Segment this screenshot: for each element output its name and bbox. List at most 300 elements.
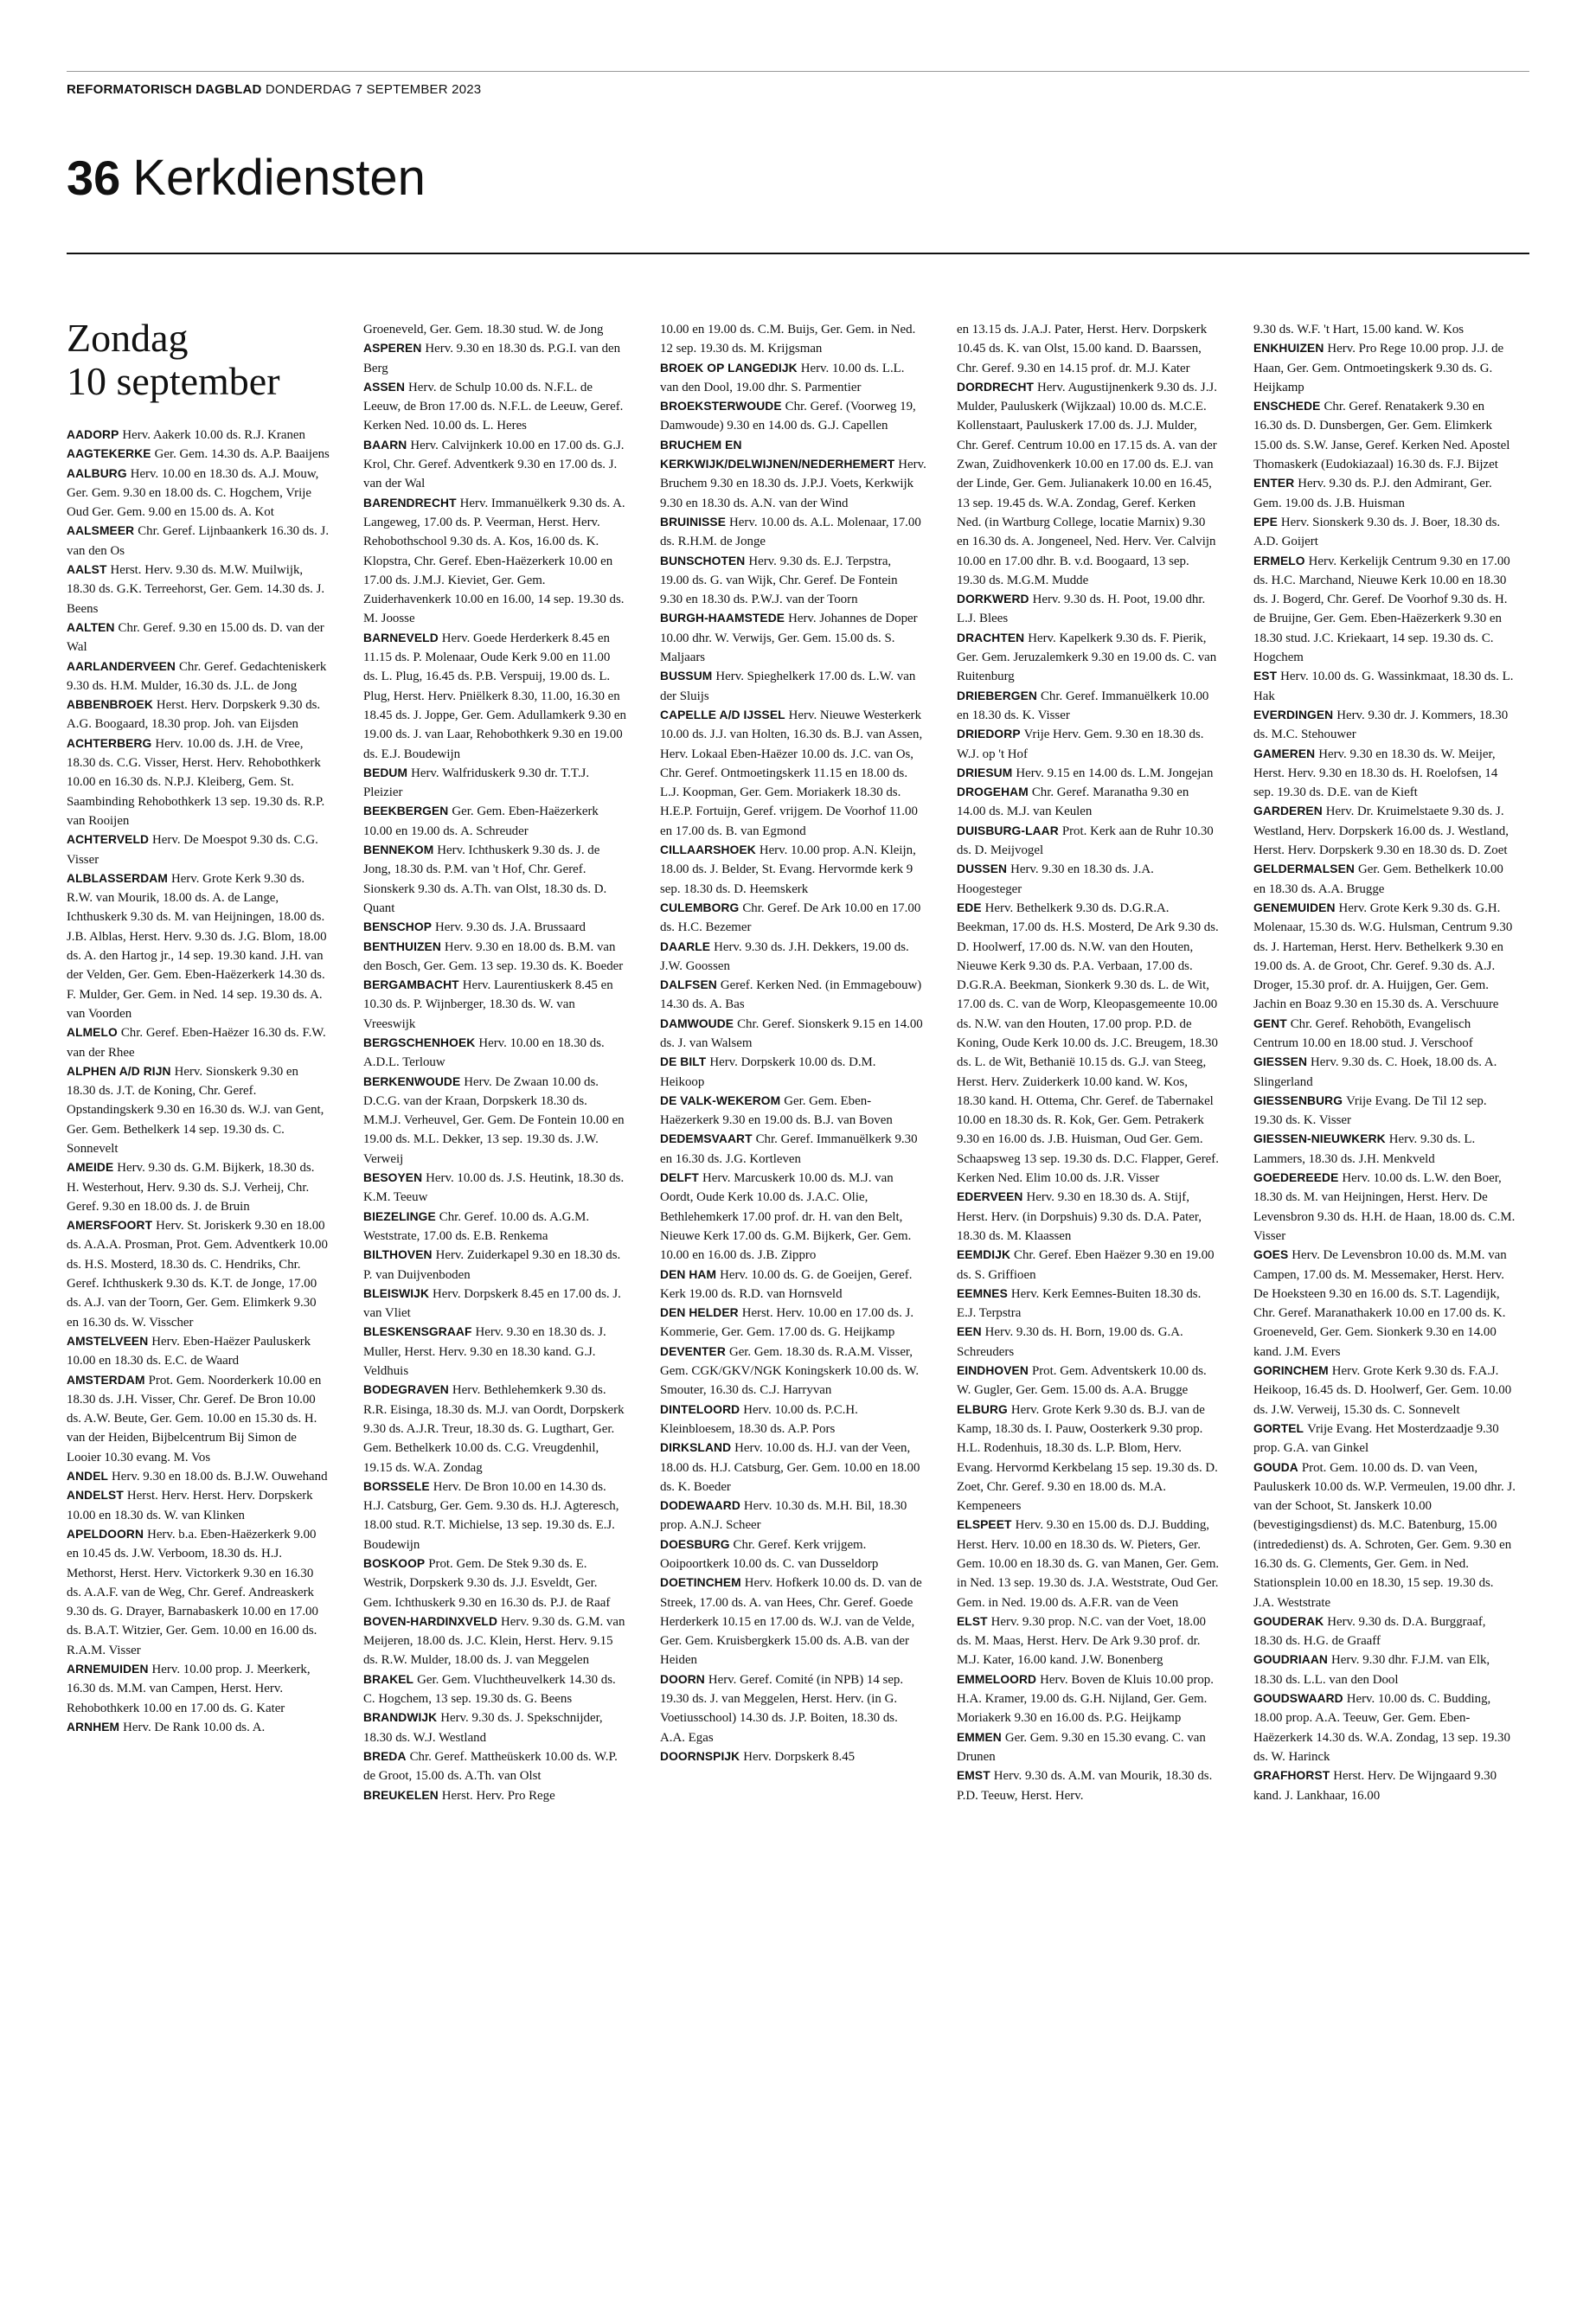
- service-details: Herv. Spieghelkerk 17.00 ds. L.W. van der Sluijs: [660, 670, 916, 703]
- town-name: BUNSCHOTEN: [660, 554, 746, 567]
- listing-entry: [660, 1304, 923, 1343]
- listing-entry: [363, 1323, 626, 1381]
- service-details: Chr. Geref. Renatakerk 9.30 en 16.30 ds. D. Dunsbergen, Ger. Gem. Elimkerk 15.00 ds. S.W. Janse, Geref. Kerken Ned. Apostel Thomaskerk (Eudokiazaal) 16.30 ds. F.J. Bijzet: [1253, 400, 1510, 472]
- town-name: GAMEREN: [1253, 747, 1316, 760]
- service-details: Herv. 9.15 en 14.00 ds. L.M. Jongejan: [1016, 766, 1214, 780]
- town-name: EPE: [1253, 515, 1278, 529]
- service-details: Herv. Geref. Comité (in NPB) 14 sep. 19.30 ds. J. van Meggelen, Herst. Herv. (in G. Voetiusschool) 14.30 ds. J.P. Boiten, 18.30 ds. A.A. Egas: [660, 1672, 904, 1745]
- service-details: Herv. b.a. Eben-Haëzerkerk 9.00 en 10.45 ds. J.W. Verboom, 18.30 ds. H.J. Methorst, Herst. Herv. Victorkerk 9.30 en 16.30 ds. A.A.F. van de Weg, Chr. Geref. Andreaskerk 9.30 ds. G. Drayer, Barnabaskerk 10.00 en 17.00 ds. B.A.T. Witzier, Ger. Gem. 10.00 en 16.00 ds. R.A.M. Visser: [67, 1527, 318, 1657]
- listing-entry: [363, 1786, 626, 1805]
- town-name: BEEKBERGEN: [363, 804, 449, 818]
- town-name: BENNEKOM: [363, 843, 434, 857]
- service-details: Herv. Kapelkerk 9.30 ds. F. Pierik, Ger. Gem. Jeruzalemkerk 9.30 en 19.00 ds. C. van Ruitenburg: [957, 631, 1217, 684]
- town-name: BARENDRECHT: [363, 496, 457, 510]
- listing-entry: [67, 1467, 330, 1486]
- town-name: AAGTEKERKE: [67, 447, 151, 461]
- listing-entry: [1253, 513, 1516, 552]
- listing-entry: [67, 869, 330, 1023]
- town-name: ALBLASSERDAM: [67, 871, 168, 885]
- town-name: DUSSEN: [957, 862, 1008, 876]
- service-details: Herv. 9.30 ds. H. Born, 19.00 ds. G.A. Schreuders: [957, 1325, 1183, 1359]
- listing-entry: [1253, 1130, 1516, 1169]
- town-name: BILTHOVEN: [363, 1248, 433, 1262]
- service-details: 10.00 en 19.00 ds. C.M. Buijs, Ger. Gem. in Ned. 12 sep. 19.30 ds. M. Krijgsman: [660, 323, 916, 356]
- listing-entry: [660, 667, 923, 706]
- town-name: DOETINCHEM: [660, 1576, 741, 1590]
- service-details: Herst. Herv. De Wijngaard 9.30 kand. J. Lankhaar, 16.00: [1253, 1769, 1497, 1803]
- service-details: Herv. 10.00 ds. H.J. van der Veen, 18.00 ds. H.J. Catsburg, Ger. Gem. 10.00 en 18.00 ds. K. Boeder: [660, 1441, 920, 1494]
- listing-entry: [660, 1343, 923, 1400]
- service-details: Herv. Pro Rege 10.00 prop. J.J. de Haan, Ger. Gem. Ontmoetingskerk 9.30 ds. G. Heijkamp: [1253, 342, 1504, 394]
- service-details: Chr. Geref. Immanuëlkerk 10.00 en 18.30 ds. K. Visser: [957, 689, 1209, 722]
- town-name: BRAKEL: [363, 1672, 414, 1686]
- service-details: Chr. Geref. 9.30 en 15.00 ds. D. van der Wal: [67, 620, 324, 655]
- listing-entry: [67, 1718, 330, 1737]
- service-details: Herv. Grote Kerk 9.30 ds. B.J. van de Kamp, 18.30 ds. I. Pauw, Oosterkerk 9.30 prop. H.L. Rodenhuis, 18.30 ds. L.P. Blom, Herv. Evang. Hervormd Kerkbelang 15 sep. 19.30 ds. D. Zoet, Chr. Geref. 9.30 en 18.00 ds. M.A. Kempeneers: [957, 1402, 1218, 1514]
- town-name: AALTEN: [67, 620, 115, 634]
- column-5: [1253, 320, 1516, 2284]
- listing-entry: [660, 1670, 923, 1747]
- listing-entry: [363, 1612, 626, 1670]
- listing-entry: [363, 1034, 626, 1073]
- listing-entry: [1253, 397, 1516, 474]
- town-name: BERGAMBACHT: [363, 978, 459, 992]
- listing-entry: [660, 899, 923, 938]
- town-name: BREDA: [363, 1749, 407, 1763]
- listing-entry: [67, 1332, 330, 1371]
- listing-entry: [67, 1525, 330, 1660]
- service-details: Chr. Geref. 10.00 ds. A.G.M. Weststrate, 17.00 ds. E.B. Renkema: [363, 1209, 590, 1243]
- column-2: [363, 320, 626, 2284]
- town-name: AALSMEER: [67, 524, 135, 538]
- service-details: Chr. Geref. Eben Haëzer 9.30 en 19.00 ds. S. Griffioen: [957, 1248, 1215, 1282]
- listing-entry: [957, 899, 1220, 1188]
- service-details: Herv. Bruchem 9.30 en 18.30 ds. J.P.J. Voets, Kerkwijk 9.30 en 18.30 ds. A.N. van der Wind: [660, 458, 926, 510]
- top-rule: [67, 71, 1529, 72]
- service-details: Herv. Sionskerk 9.30 ds. J. Boer, 18.30 ds. A.D. Goijert: [1253, 515, 1501, 549]
- listing-entry: [363, 436, 626, 494]
- listing-entry: [67, 561, 330, 619]
- service-details: Herv. Boven de Kluis 10.00 prop. H.A. Kramer, 19.00 ds. G.H. Nijland, Ger. Gem. Moriakerk 9.30 en 16.00 ds. P.G. Heijkamp: [957, 1672, 1214, 1726]
- listing-entry: [363, 320, 626, 339]
- listing-entry: [363, 1381, 626, 1477]
- town-name: AALST: [67, 563, 107, 577]
- town-name: BRUCHEM EN KERKWIJK/DELWIJNEN/NEDERHEMERT: [660, 438, 895, 471]
- town-name: EMMELOORD: [957, 1672, 1037, 1686]
- listing-entry: [957, 1362, 1220, 1400]
- listing-entry: [660, 841, 923, 899]
- town-name: ELSPEET: [957, 1518, 1012, 1532]
- service-details: Herv. 9.30 ds. J. Spekschnijder, 18.30 ds. W.J. Westland: [363, 1711, 603, 1745]
- service-details: Chr. Geref. Immanuëlkerk 9.30 en 16.30 ds. J.G. Kortleven: [660, 1132, 918, 1166]
- service-details: Herv. 9.30 dr. J. Kommers, 18.30 ds. M.C. Stehouwer: [1253, 708, 1509, 742]
- town-name: ANDELST: [67, 1489, 124, 1503]
- listing-entry: [1253, 1689, 1516, 1766]
- town-name: APELDOORN: [67, 1527, 144, 1541]
- town-name: ENTER: [1253, 477, 1295, 490]
- town-name: AMSTELVEEN: [67, 1334, 149, 1348]
- day-title: [67, 317, 330, 403]
- town-name: ALMELO: [67, 1026, 118, 1040]
- town-name: DUISBURG-LAAR: [957, 824, 1059, 837]
- town-name: GOUDRIAAN: [1253, 1653, 1328, 1667]
- town-name: DROGEHAM: [957, 785, 1029, 799]
- listing-entry: [660, 1266, 923, 1304]
- service-details: Herv. 10.00 ds. J.S. Heutink, 18.30 ds. K.M. Teeuw: [363, 1171, 625, 1205]
- service-details: Chr. Geref. Maranatha 9.30 en 14.00 ds. M.J. van Keulen: [957, 785, 1189, 819]
- town-name: ASSEN: [363, 380, 406, 394]
- listing-entry: [363, 1208, 626, 1247]
- listing-entry: [363, 802, 626, 841]
- listing-entry: [660, 320, 923, 359]
- service-details: Herv. 9.30 ds. J.A. Brussaard: [435, 920, 586, 935]
- town-name: GIESSENBURG: [1253, 1093, 1343, 1107]
- service-details: Herv. Sionskerk 9.30 en 18.30 ds. J.T. de Koning, Chr. Geref. Opstandingskerk 9.30 en 16.30 ds. W.J. van Gent, Ger. Gem. Bethelkerk 14 sep. 19.30 ds. C. Sonnevelt: [67, 1064, 324, 1156]
- town-name: DAARLE: [660, 939, 711, 953]
- service-details: Herv. 9.30 en 18.30 ds. P.G.I. van den Berg: [363, 342, 621, 375]
- listing-entry: [660, 976, 923, 1015]
- service-details: Herv. 9.30 en 18.30 ds. J.A. Hoogesteger: [957, 862, 1154, 896]
- service-details: Herv. Grote Kerk 9.30 ds. R.W. van Mourik, 18.00 ds. A. de Lange, Ichthuskerk 9.30 ds. M. van Heijningen, 18.00 ds. J.B. Alblas, Herst. Herv. 9.30 ds. J.G. Blom, 18.00 ds. A. den Hartog jr., 14 sep. 19.30 kand. J.H. van der Velden, Ger. Gem. Eben-Haëzerkerk 14.30 ds. F. Mulder, Ger. Gem. in Ned. 14 sep. 19.30 ds. A. van Voorden: [67, 871, 327, 1021]
- service-details: Herv. 9.30 ds. H. Poot, 19.00 dhr. L.J. Blees: [957, 593, 1206, 626]
- service-details: Vrije Evang. Het Mosterdzaadje 9.30 prop. G.A. van Ginkel: [1253, 1421, 1499, 1456]
- listing-entry: [67, 830, 330, 869]
- service-details: Herv. de Schulp 10.00 ds. N.F.L. de Leeuw, de Bron 17.00 ds. N.F.L. de Leeuw, Geref. Kerken Ned. 10.00 ds. L. Heres: [363, 380, 624, 433]
- listing-entry: [363, 1073, 626, 1169]
- town-name: DIRKSLAND: [660, 1441, 732, 1455]
- listing-entry: [363, 1554, 626, 1612]
- town-name: EEN: [957, 1325, 982, 1339]
- town-name: DODEWAARD: [660, 1499, 740, 1513]
- listing-entry: [67, 1216, 330, 1332]
- service-details: Vrije Evang. De Til 12 sep. 19.30 ds. K. Visser: [1253, 1093, 1487, 1128]
- town-name: ASPEREN: [363, 342, 422, 356]
- town-name: DEN HELDER: [660, 1306, 739, 1320]
- listing-entry: [957, 687, 1220, 726]
- service-details: Chr. Geref. Gedachteniskerk 9.30 ds. H.M. Mulder, 16.30 ds. J.L. de Jong: [67, 659, 327, 693]
- listing-entry: [363, 494, 626, 629]
- service-details: Herv. Johannes de Doper 10.00 dhr. W. Verwijs, Ger. Gem. 15.00 ds. S. Maljaars: [660, 612, 918, 665]
- page-number: 36: [67, 151, 121, 205]
- listing-entry: [363, 1285, 626, 1324]
- town-name: BRANDWIJK: [363, 1711, 438, 1725]
- listing-entry: [957, 1670, 1220, 1728]
- town-name: ALPHEN A/D RIJN: [67, 1064, 171, 1078]
- listing-entry: [363, 378, 626, 436]
- town-name: AARLANDERVEEN: [67, 659, 176, 673]
- heading-rule: [67, 253, 1529, 254]
- service-details: Herv. 9.30 ds. L. Lammers, 18.30 ds. J.H. Menkveld: [1253, 1132, 1476, 1166]
- service-details: Prot. Gem. Adventskerk 10.00 ds. W. Gugler, Ger. Gem. 15.00 ds. A.A. Brugge: [957, 1364, 1207, 1398]
- town-name: ERMELO: [1253, 554, 1305, 567]
- masthead: [67, 82, 481, 97]
- service-details: Herv. Nieuwe Westerkerk 10.00 ds. J.J. van Holten, 16.30 ds. B.J. van Assen, Herv. Lokaal Eben-Haëzer 10.00 ds. J.C. van Os, Chr. Geref. Ontmoetingskerk 11.15 en 18.00 ds. L.J. Koopman, Ger. Gem. Moriakerk 18.30 ds. H.E.P. Fortuijn, Geref. vrijgem. De Voorhof 11.00 en 17.00 ds. B. van Egmond: [660, 708, 923, 838]
- listing-entry: [363, 841, 626, 918]
- listing-entry: [1253, 552, 1516, 668]
- service-details: Herv. 9.30 en 18.00 ds. B.J.W. Ouwehand: [112, 1470, 328, 1484]
- service-details: Herv. 10.00 ds. P.C.H. Kleinbloesem, 18.30 ds. A.P. Pors: [660, 1402, 858, 1436]
- service-details: Herst. Herv. Dorpskerk 9.30 ds. A.G. Boogaard, 18.30 prop. Joh. van Eijsden: [67, 698, 321, 732]
- service-details: Herv. 10.00 ds. A.L. Molenaar, 17.00 ds. R.H.M. de Jonge: [660, 515, 921, 549]
- service-details: Herv. 9.30 en 18.30 ds. A. Stijf, Herst. Herv. (in Dorpshuis) 9.30 ds. D.A. Pater, 18.30 ds. M. Klaassen: [957, 1190, 1202, 1243]
- column-1: [67, 316, 330, 2284]
- service-details: Herv. 10.00 ds. C. Budding, 18.00 prop. A.A. Teeuw, Ger. Gem. Eben-Haëzerkerk 14.30 ds. W.A. Zondag, 13 sep. 19.30 ds. W. Harinck: [1253, 1692, 1510, 1764]
- listing-entry: [363, 1169, 626, 1208]
- listing-entry: [957, 822, 1220, 861]
- service-details: Ger. Gem. Eben-Haëzerkerk 10.00 en 19.00 ds. A. Schreuder: [363, 804, 599, 838]
- section-title: Kerkdiensten: [132, 150, 426, 206]
- service-details: en 13.15 ds. J.A.J. Pater, Herst. Herv. Dorpskerk 10.45 ds. K. van Olst, 15.00 kand. D. Baarssen, Chr. Geref. 9.30 en 14.15 prof. dr. M.J. Kater: [957, 323, 1208, 375]
- town-name: BURGH-HAAMSTEDE: [660, 612, 785, 625]
- service-details: Herv. 10.00 prop. J. Meerkerk, 16.30 ds. M.M. van Campen, Herst. Herv. Rehobothkerk 10.00 en 17.00 ds. G. Kater: [67, 1663, 311, 1715]
- town-name: GORTEL: [1253, 1421, 1304, 1435]
- service-details: Herv. St. Joriskerk 9.30 en 18.00 ds. A.A.A. Prosman, Prot. Gem. Adventkerk 10.00 ds. H.S. Mosterd, 18.30 ds. C. Hendriks, Chr. Geref. Ichthuskerk 9.30 ds. K.T. de Jonge, 17.00 ds. A.J. van der Toorn, Ger. Gem. Elimkerk 9.30 en 16.30 ds. W. Visscher: [67, 1219, 328, 1330]
- service-details: Herv. 9.30 ds. D.A. Burggraaf, 18.30 ds. H.G. de Graaff: [1253, 1614, 1486, 1649]
- listing-entry: [957, 378, 1220, 590]
- listing-entry: [363, 339, 626, 378]
- listing-entry: [957, 1728, 1220, 1767]
- town-name: BEDUM: [363, 766, 408, 779]
- service-details: Herv. Laurentiuskerk 8.45 en 10.30 ds. P. Wijnberger, 18.30 ds. W. van Vreeswijk: [363, 978, 613, 1031]
- listing-entry: [660, 1535, 923, 1574]
- issue-date: DONDERDAG 7 SEPTEMBER 2023: [265, 82, 482, 97]
- listing-entry: [67, 1371, 330, 1467]
- service-details: Herv. 9.30 dhr. F.J.M. van Elk, 18.30 ds. L.L. van den Dool: [1253, 1653, 1490, 1687]
- town-name: BARNEVELD: [363, 631, 439, 644]
- town-name: DE BILT: [660, 1055, 707, 1069]
- service-details: Vrije Herv. Gem. 9.30 en 18.30 ds. W.J. op 't Hof: [957, 727, 1204, 761]
- town-name: AMERSFOORT: [67, 1219, 153, 1233]
- town-name: EST: [1253, 670, 1278, 683]
- listing-entry: [660, 1015, 923, 1054]
- town-name: ANDEL: [67, 1470, 109, 1484]
- listing-entry: [1253, 474, 1516, 513]
- listing-entry: [957, 1188, 1220, 1246]
- town-name: BORSSELE: [363, 1479, 430, 1493]
- listing-entry: [67, 465, 330, 522]
- town-name: CAPELLE A/D IJSSEL: [660, 708, 785, 721]
- service-details: Herv. Eben-Haëzer Pauluskerk 10.00 en 18.30 ds. E.C. de Waard: [67, 1334, 311, 1368]
- town-name: ELBURG: [957, 1402, 1008, 1416]
- listing-entry: [660, 1574, 923, 1670]
- service-details: Groeneveld, Ger. Gem. 18.30 stud. W. de Jong: [363, 323, 604, 336]
- town-name: DOORN: [660, 1672, 705, 1686]
- listing-entry: [957, 725, 1220, 764]
- town-name: BUSSUM: [660, 670, 713, 683]
- town-name: BERKENWOUDE: [363, 1074, 461, 1088]
- listing-entry: [1253, 1766, 1516, 1805]
- town-name: DORKWERD: [957, 593, 1029, 606]
- service-details: Herv. De Levensbron 10.00 ds. M.M. van Campen, 17.00 ds. M. Messemaker, Herst. Herv. De Hoeksteen 9.30 en 16.00 ds. S.T. Lagendijk, Chr. Geref. Maranathakerk 10.00 en 17.00 ds. K. Groeneveld, Ger. Gem. Sionkerk 9.30 en 14.00 kand. J.M. Evers: [1253, 1248, 1507, 1359]
- service-details: Herv. 9.30 ds. C. Hoek, 18.00 ds. A. Slingerland: [1253, 1055, 1497, 1089]
- service-details: Prot. Kerk aan de Ruhr 10.30 ds. D. Meijvogel: [957, 824, 1214, 858]
- service-details: Herv. 9.30 ds. G.M. van Meijeren, 18.00 ds. J.C. Klein, Herst. Herv. 9.15 ds. R.W. Mulder, 18.00 ds. J. van Meggelen: [363, 1614, 625, 1668]
- service-details: Herv. 10.00 ds. G. Wassinkmaat, 18.30 ds. L. Hak: [1253, 670, 1514, 703]
- town-name: ARNHEM: [67, 1720, 120, 1734]
- listing-entry: [67, 734, 330, 830]
- town-name: AMEIDE: [67, 1161, 114, 1175]
- listing-entry: [67, 426, 330, 445]
- listing-entry: [957, 1400, 1220, 1516]
- service-details: Chr. Geref. Kerk vrijgem. Ooipoortkerk 10.00 ds. C. van Dusseldorp: [660, 1537, 879, 1571]
- service-details: Herv. 9.30 ds. A.M. van Mourik, 18.30 ds. P.D. Teeuw, Herst. Herv.: [957, 1769, 1213, 1803]
- town-name: ARNEMUIDEN: [67, 1663, 149, 1676]
- service-details: Herv. De Rank 10.00 ds. A.: [123, 1720, 266, 1734]
- listing-entry: [660, 359, 923, 398]
- service-details: Chr. Geref. Mattheüskerk 10.00 ds. W.P. de Groot, 15.00 ds. A.Th. van Olst: [363, 1749, 618, 1784]
- service-details: Herv. Dorpskerk 8.45: [743, 1749, 856, 1764]
- town-name: DAMWOUDE: [660, 1016, 734, 1030]
- town-name: BESOYEN: [363, 1171, 423, 1185]
- paper-name: REFORMATORISCH DAGBLAD: [67, 82, 262, 97]
- town-name: GENT: [1253, 1016, 1287, 1030]
- listing-entry: [660, 1439, 923, 1497]
- listing-entry: [660, 1169, 923, 1265]
- town-name: ENSCHEDE: [1253, 400, 1321, 413]
- listing-entry: [1253, 1458, 1516, 1612]
- listing-entry: [660, 609, 923, 667]
- service-details: Herv. 9.30 ds. G.M. Bijkerk, 18.30 ds. H. Westerhout, Herv. 9.30 ds. S.J. Verheij, Chr. Geref. 9.30 en 18.00 ds. J. de Bruin: [67, 1161, 315, 1214]
- listing-entry: [1253, 899, 1516, 1015]
- listing-entry: [660, 552, 923, 610]
- service-details: Chr. Geref. De Ark 10.00 en 17.00 ds. H.C. Bezemer: [660, 901, 921, 935]
- listing-entry: [1253, 320, 1516, 339]
- listing-entry: [1253, 1650, 1516, 1689]
- service-details: Herv. Ichthuskerk 9.30 ds. J. de Jong, 18.30 ds. P.M. van 't Hof, Chr. Geref. Sionskerk 9.30 ds. A.Th. van Olst, 18.30 ds. D. Quant: [363, 843, 607, 915]
- listing-entry: [67, 695, 330, 734]
- town-name: GELDERMALSEN: [1253, 862, 1355, 876]
- service-details: Herv. De Zwaan 10.00 ds. D.C.G. van der Kraan, Dorpskerk 18.30 ds. M.M.J. Verheuvel, Ger. Gem. De Fontein 10.00 en 19.00 ds. M.L. Dekker, 13 sep. 19.30 ds. J.W. Verweij: [363, 1074, 625, 1166]
- service-details: Herv. 10.30 ds. M.H. Bil, 18.30 prop. A.N.J. Scheer: [660, 1499, 907, 1533]
- listing-entry: [67, 1023, 330, 1062]
- town-name: GIESSEN: [1253, 1055, 1308, 1069]
- town-name: GIESSEN-NIEUWKERK: [1253, 1132, 1386, 1146]
- town-name: EDE: [957, 901, 982, 914]
- town-name: BOSKOOP: [363, 1557, 426, 1570]
- service-details: Ger. Gem. Bethelkerk 10.00 en 18.30 ds. A.A. Brugge: [1253, 862, 1503, 896]
- listing-entry: [67, 657, 330, 696]
- service-details: Herv. Kerk Eemnes-Buiten 18.30 ds. E.J. Terpstra: [957, 1286, 1202, 1321]
- service-details: Herv. Grote Kerk 9.30 ds. F.A.J. Heikoop, 16.45 ds. D. Hoolwerf, Ger. Gem. 10.00 ds. J.W. Verweij, 15.30 ds. C. Sonnevelt: [1253, 1364, 1512, 1417]
- town-name: DRIESUM: [957, 766, 1013, 779]
- town-name: BLESKENSGRAAF: [363, 1325, 472, 1339]
- listing-entry: [957, 783, 1220, 822]
- listing-entry: [363, 1708, 626, 1747]
- service-details: Herst. Herv. 9.30 ds. M.W. Muilwijk, 18.30 ds. G.K. Terreehorst, Ger. Gem. 14.30 ds. J. Beens: [67, 563, 325, 616]
- listing-entry: [1253, 802, 1516, 860]
- service-details: Herv. Calvijnkerk 10.00 en 17.00 ds. G.J. Krol, Chr. Geref. Adventkerk 9.30 en 17.00 ds. J. van der Wal: [363, 438, 625, 491]
- service-details: Herv. Bethelkerk 9.30 ds. D.G.R.A. Beekman, 17.00 ds. H.S. Mosterd, De Ark 9.30 ds. D. Hoolwerf, 17.00 ds. N.W. van den Houten, Nieuwe Kerk 9.30 ds. P.A. Verbaan, 17.00 ds. D.G.R.A. Beekman, Sionkerk 9.30 ds. L. de Wit, 17.00 ds. C. van de Worp, Kleopasgemeente 10.00 ds. N.W. van den Houten, 17.00 prop. P.D. de Koning, Oude Kerk 10.00 ds. J.C. Breugem, 18.30 ds. L. de Wit, Bethanië 10.15 ds. G.J. van Steeg, Herst. Herv. Zuiderkerk 10.00 kand. W. Kos, 18.30 kand. H. Ottema, Chr. Geref. de Tabernakel 10.00 en 18.30 ds. R. Kok, Ger. Gem. Petrakerk 9.30 en 16.00 ds. J.B. Huisman, Oud Ger. Gem. Schaapsweg 13 sep. 19.30 ds. D.C. Flapper, Geref. Kerken Ned. Elim 10.00 ds. J.R. Visser: [957, 901, 1219, 1186]
- listing-entry: [660, 1130, 923, 1169]
- town-name: BENTHUIZEN: [363, 939, 441, 953]
- listing-entry: [363, 976, 626, 1034]
- service-details: Herv. 9.30 en 18.00 ds. B.M. van den Bosch, Ger. Gem. 13 sep. 19.30 ds. K. Boeder: [363, 939, 624, 973]
- service-details: 9.30 ds. W.F. 't Hart, 15.00 kand. W. Kos: [1253, 323, 1465, 336]
- service-details: Herv. Dorpskerk 10.00 ds. D.M. Heikoop: [660, 1055, 876, 1089]
- town-name: GOEDEREEDE: [1253, 1171, 1339, 1185]
- service-details: Herv. 9.30 en 15.00 ds. D.J. Budding, Herst. Herv. 10.00 en 18.30 ds. W. Pieters, Ger. Gem. 10.00 en 18.30 ds. G. van Manen, Ger. Gem. in Ned. 13 sep. 19.30 ds. J.A. Weststrate, Oud Ger. Gem. in Ned. 19.00 ds. A.F.R. van de Veen: [957, 1518, 1220, 1610]
- listing-entry: [660, 397, 923, 436]
- listing-entry: [363, 1747, 626, 1786]
- service-details: Herv. 9.30 ds. P.J. den Admirant, Ger. Gem. 19.00 ds. J.B. Huisman: [1253, 477, 1492, 510]
- service-details: Ger. Gem. 18.30 ds. R.A.M. Visser, Gem. CGK/GKV/NGK Koningskerk 10.00 ds. W. Smouter, 16.30 ds. C.J. Harryvan: [660, 1344, 920, 1398]
- listing-entry: [1253, 706, 1516, 745]
- service-details: Herst. Herv. Pro Rege: [441, 1788, 555, 1803]
- service-details: Ger. Gem. Vluchtheuvelkerk 14.30 ds. C. Hogchem, 13 sep. 19.30 ds. G. Beens: [363, 1672, 616, 1707]
- town-name: BERGSCHENHOEK: [363, 1035, 476, 1049]
- town-name: ABBENBROEK: [67, 698, 153, 712]
- day-title-line-1: Zondag: [67, 316, 189, 360]
- service-details: Herv. 10.00 en 18.30 ds. A.D.L. Terlouw: [363, 1035, 605, 1070]
- listing-entry: [363, 1246, 626, 1285]
- listing-entry: [957, 1323, 1220, 1362]
- listing-entry: [957, 764, 1220, 783]
- town-name: DRIEDORP: [957, 727, 1021, 741]
- town-name: EMST: [957, 1769, 990, 1783]
- listing-entry: [363, 1477, 626, 1554]
- town-name: ELST: [957, 1614, 988, 1628]
- town-name: AMSTERDAM: [67, 1373, 145, 1387]
- listing-entry: [363, 629, 626, 764]
- listing-entry: [1253, 1169, 1516, 1246]
- service-details: Herv. 9.30 ds. E.J. Terpstra, 19.00 ds. G. van Wijk, Chr. Geref. De Fontein 9.30 en 18.30 ds. P.W.J. van der Toorn: [660, 554, 898, 607]
- listing-entry: [1253, 1612, 1516, 1651]
- column-3: [660, 320, 926, 2284]
- listing-entry: [1253, 667, 1516, 706]
- service-details: Prot. Gem. De Stek 9.30 ds. E. Westrik, Dorpskerk 9.30 ds. J.J. Esveldt, Ger. Gem. Ichthuskerk 9.30 en 16.30 ds. P.J. de Raaf: [363, 1557, 611, 1610]
- listing-entry: [1253, 339, 1516, 397]
- town-name: ENKHUIZEN: [1253, 342, 1324, 356]
- column-4: [957, 320, 1220, 2284]
- town-name: GRAFHORST: [1253, 1769, 1330, 1783]
- listing-entry: [1253, 1053, 1516, 1092]
- town-name: EINDHOVEN: [957, 1364, 1029, 1378]
- town-name: GORINCHEM: [1253, 1364, 1329, 1378]
- service-details: Herv. 9.30 prop. N.C. van der Voet, 18.00 ds. M. Maas, Herst. Herv. De Ark 9.30 prof. dr. M.J. Kater, 16.00 kand. J.W. Bonenberg: [957, 1614, 1206, 1668]
- service-details: Herv. De Bron 10.00 en 14.30 ds. H.J. Catsburg, Ger. Gem. 9.30 ds. H.J. Agteresch, 18.00 stud. R.T. Michielse, 13 sep. 19.30 ds. E.J. Boudewijn: [363, 1479, 619, 1552]
- listing-entry: [1253, 1420, 1516, 1458]
- service-details: Chr. Geref. Lijnbaankerk 16.30 ds. J. van den Os: [67, 524, 330, 558]
- listing-entry: [660, 513, 923, 552]
- listing-entry: [363, 918, 626, 937]
- town-name: DEVENTER: [660, 1344, 726, 1358]
- service-details: Prot. Gem. 10.00 ds. D. van Veen, Pauluskerk 10.00 ds. W.P. Vermeulen, 19.00 dhr. J. van der Schoot, St. Janskerk 10.00 (bevestigingsdienst) ds. M.C. Batenburg, 15.00 (intrededienst) ds. A. Schroten, Ger. Gem. 9.30 en 16.30 ds. G. Clements, Ger. Gem. in Ned. Stationsplein 10.00 en 18.30, 15 sep. 19.30 ds. J.A. Weststrate: [1253, 1460, 1516, 1610]
- listing-entry: [957, 860, 1220, 899]
- town-name: BREUKELEN: [363, 1788, 439, 1802]
- day-title-line-2: 10 september: [67, 359, 280, 403]
- town-name: EMMEN: [957, 1730, 1002, 1744]
- service-details: Herv. 10.00 prop. A.N. Kleijn, 18.00 ds. J. Belder, St. Evang. Hervormde kerk 9 sep. 18.30 ds. D. Heemskerk: [660, 843, 916, 896]
- service-details: Herv. Marcuskerk 10.00 ds. M.J. van Oordt, Oude Kerk 10.00 ds. J.A.C. Olie, Bethlehemkerk 17.00 prof. dr. H. van den Belt, Nieuwe Kerk 17.00 ds. G.M. Bijkerk, Ger. Gem. 10.00 en 16.00 ds. J.B. Zippro: [660, 1171, 912, 1263]
- listing-entry: [957, 629, 1220, 687]
- listing-entry: [957, 1766, 1220, 1805]
- service-details: Ger. Gem. 14.30 ds. A.P. Baaijens: [154, 447, 330, 462]
- town-name: BIEZELINGE: [363, 1209, 436, 1223]
- listing-entry: [363, 1670, 626, 1709]
- service-details: Herst. Herv. 10.00 en 17.00 ds. J. Kommerie, Ger. Gem. 17.00 ds. G. Heijkamp: [660, 1306, 914, 1340]
- town-name: DRIEBERGEN: [957, 689, 1037, 702]
- town-name: EEMDIJK: [957, 1248, 1011, 1262]
- listing-entry: [67, 522, 330, 561]
- listing-entry: [957, 1285, 1220, 1324]
- service-details: Chr. Geref. Sionskerk 9.15 en 14.00 ds. J. van Walsem: [660, 1016, 923, 1050]
- town-name: GARDEREN: [1253, 804, 1323, 818]
- listing-entry: [1253, 860, 1516, 899]
- service-details: Herv. De Moespot 9.30 ds. C.G. Visser: [67, 833, 318, 867]
- service-details: Herv. 10.00 ds. G. de Goeijen, Geref. Kerk 19.00 ds. R.D. van Hornsveld: [660, 1267, 913, 1301]
- town-name: BENSCHOP: [363, 920, 432, 934]
- listing-entry: [660, 1053, 923, 1092]
